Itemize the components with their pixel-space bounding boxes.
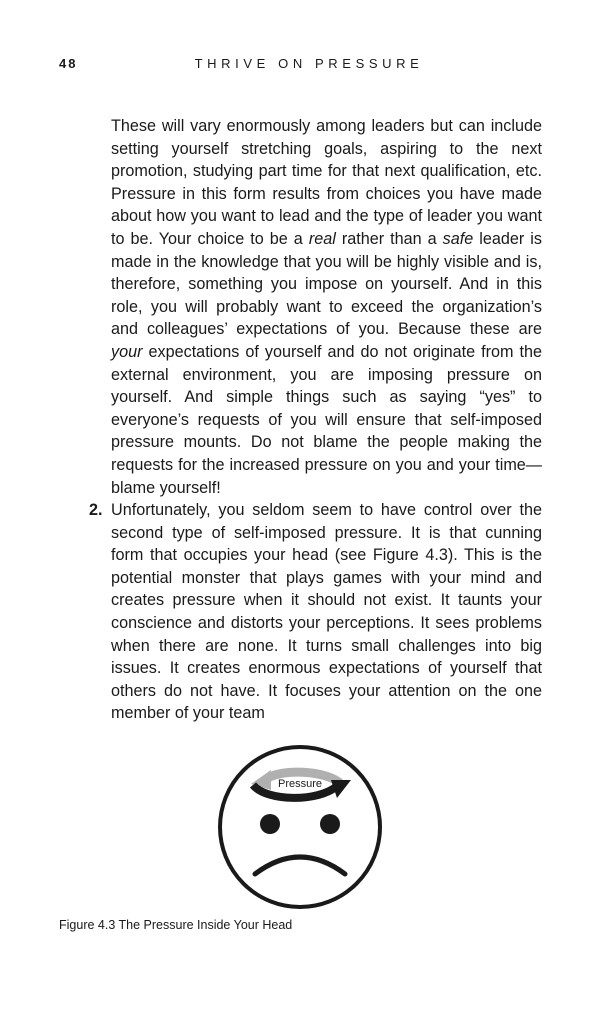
list-item-number: 2. xyxy=(89,501,103,519)
paragraph-1-text-c: leader is made in the knowledge that you will be highly visible and is, therefore, something you impose on yourself. And in this role, you will probably want to exceed the organization’s and colleagues’ expectations of you. Because these are xyxy=(111,229,542,339)
right-eye xyxy=(320,814,340,834)
list-item-2-text: Unfortunately, you seldom seem to have control over the second type of self-imposed pressure. It is that cunning form that occupies your head (see Figure 4.3). This is the potential monster that plays games with your mind and creates pressure when it should not exist. It taunts your conscience and distorts your perceptions. It sees problems when there are none. It turns small challenges into big issues. It creates enormous expectations of yourself that others do not have. It focuses your attention on the one member of your team xyxy=(111,501,542,723)
left-eye xyxy=(260,814,280,834)
paragraph-1 xyxy=(111,115,542,499)
page-number: 48 xyxy=(59,56,78,71)
figure-caption: Figure 4.3 The Pressure Inside Your Head xyxy=(59,918,293,932)
paragraph-1-text-d: expectations of yourself and do not originate from the external environment, you are imposing pressure on yourself. And simple things such as saying “yes” to everyone’s requests of you will ensure that self-imposed pressure mounts. Do not blame the people making the requests for the increased pressure on you and your time—blame yourself! xyxy=(111,342,542,497)
list-item-2 xyxy=(111,499,542,725)
paragraph-1-text-b: rather than a xyxy=(335,229,443,248)
emphasis-safe: safe xyxy=(442,229,474,248)
emphasis-real: real xyxy=(308,229,336,248)
paragraph-1-text-a: These will vary enormously among leaders but can include setting yourself stretching goals, aspiring to the next promotion, studying part time for that next qualification, etc. Pressure in this form results from choices you have made about how you want to lead and the type of leader you want to be. Your choice to be a xyxy=(111,117,542,248)
pressure-label: Pressure xyxy=(277,778,323,790)
pressure-face-figure xyxy=(215,742,385,912)
running-title: THRIVE ON PRESSURE xyxy=(194,56,424,71)
page-header xyxy=(59,56,541,74)
emphasis-your: your xyxy=(111,342,143,361)
